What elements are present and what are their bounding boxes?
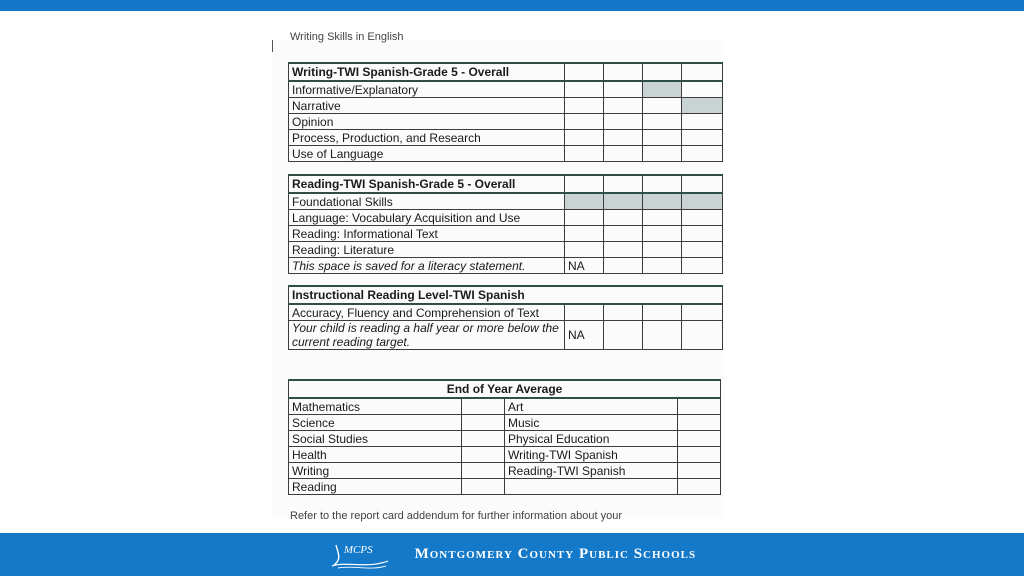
org-name: Montgomery County Public Schools (414, 546, 697, 562)
table-row: Foundational Skills (289, 193, 723, 210)
table-row: Your child is reading a half year or more below the current reading target. NA (289, 321, 723, 350)
table-row (289, 258, 723, 274)
instructional-table (288, 285, 723, 350)
report-card-scan (272, 31, 724, 522)
table-row (289, 63, 723, 81)
table-row: Narrative (289, 98, 723, 114)
table-row: Mathematics Art (289, 398, 721, 415)
table-row: Reading: Literature (289, 242, 723, 258)
instructional-heading: Instructional Reading Level-TWI Spanish (289, 286, 723, 304)
table-row: Accuracy, Fluency and Comprehension of Text (289, 304, 723, 321)
reading-table (288, 174, 723, 274)
logo-text: MCPS (343, 543, 373, 556)
table-row: Science Music (289, 415, 721, 431)
table-row (289, 380, 721, 398)
statement-value: NA (565, 258, 604, 274)
end-of-year-table (288, 379, 721, 495)
table-row: Health Writing-TWI Spanish (289, 447, 721, 463)
table-row: Social Studies Physical Education (289, 431, 721, 447)
table-row: Process, Production, and Research (289, 130, 723, 146)
writing-table (288, 62, 723, 162)
writing-heading: Writing-TWI Spanish-Grade 5 - Overall (289, 63, 565, 81)
table-row: Opinion (289, 114, 723, 130)
reading-heading: Reading-TWI Spanish-Grade 5 - Overall (289, 175, 565, 193)
footer-bar (0, 533, 1024, 576)
clipped-top-text: Writing Skills in English (290, 31, 404, 43)
table-row: Informative/Explanatory (289, 81, 723, 98)
reading-target-value: NA (565, 321, 604, 350)
table-row (289, 286, 723, 304)
end-of-year-heading: End of Year Average (289, 380, 721, 398)
table-row (289, 175, 723, 193)
top-accent-bar (0, 0, 1024, 11)
table-row: Reading (289, 479, 721, 495)
table-row: Writing Reading-TWI Spanish (289, 463, 721, 479)
table-row: Use of Language (289, 146, 723, 162)
mcps-logo (328, 539, 696, 571)
left-rule (272, 40, 273, 52)
table-row: Language: Vocabulary Acquisition and Use (289, 210, 723, 226)
literacy-statement: This space is saved for a literacy statement. (289, 258, 565, 274)
table-row: Reading: Informational Text (289, 226, 723, 242)
clipped-bottom-text: Refer to the report card addendum for further information about your (290, 510, 623, 522)
